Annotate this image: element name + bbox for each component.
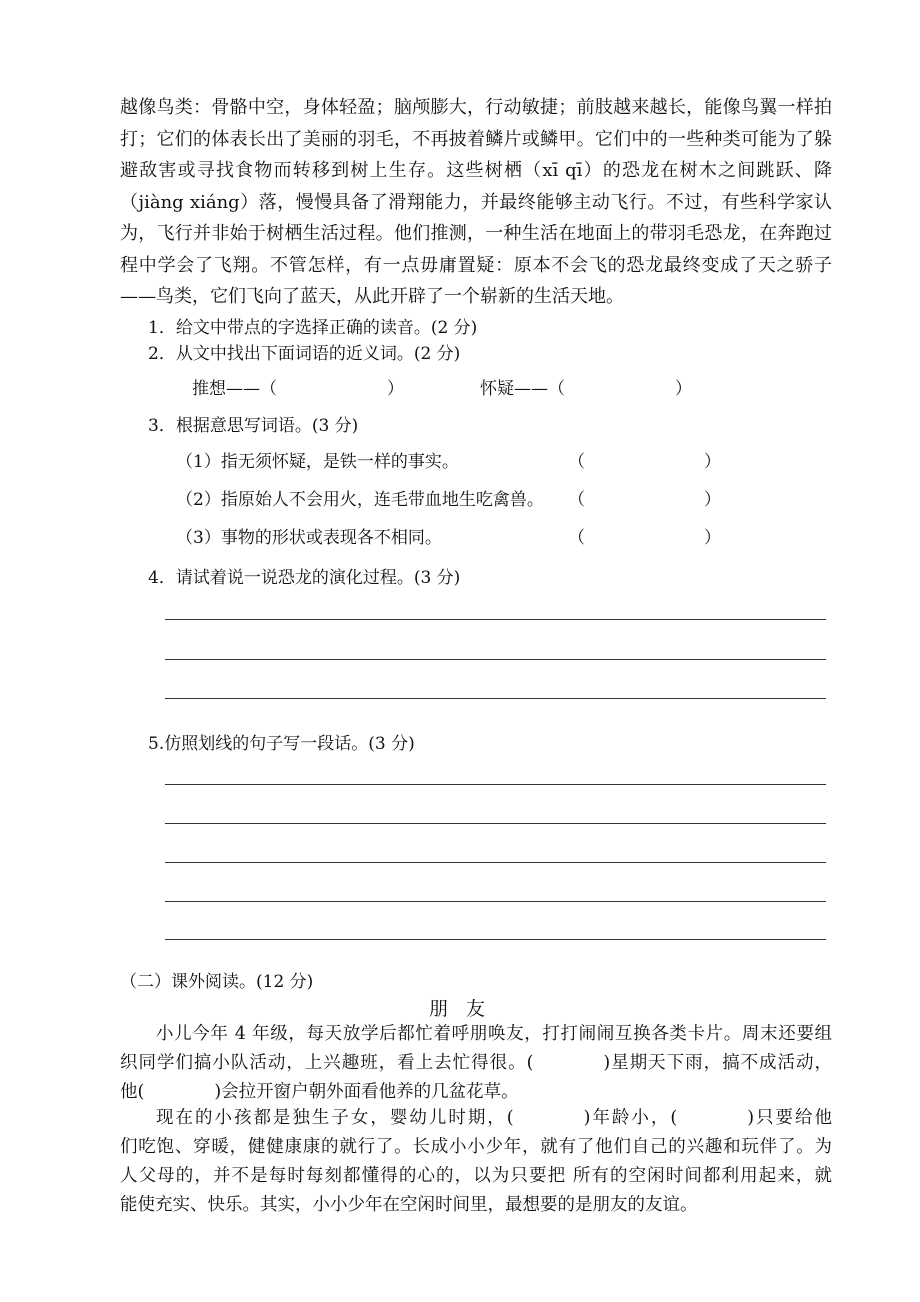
passage-line [120, 1104, 832, 1133]
q2-item-tuixiang-label: 推想——（ [192, 379, 277, 399]
q3-item-2-open[interactable]: （ [568, 490, 585, 510]
q2-item-huaiyi-answer[interactable]: ） [675, 379, 692, 399]
answer-line[interactable] [165, 619, 826, 620]
passage-line: 能使充实、快乐。其实，小小少年在空闲时间里，最想要的是朋友的友谊。 [120, 1195, 698, 1215]
q3-item-3: （3）事物的形状或表现各不相同。 [176, 528, 442, 548]
question-3: 3．根据意思写词语。(3 分) [148, 416, 359, 436]
question-1: 1．给文中带点的字选择正确的读音。(2 分) [148, 318, 478, 338]
passage-friend-p2 [120, 1104, 832, 1220]
section-2-heading: （二）课外阅读。(12 分) [120, 972, 314, 992]
text-fragment: )年龄小，( [583, 1108, 678, 1128]
passage-line: 越像鸟类：骨骼中空，身体轻盈；脑颅膨大，行动敏捷；前肢越来越长，能像鸟翼一样拍 [120, 97, 832, 118]
q2-item-tuixiang-answer[interactable]: ） [387, 379, 404, 399]
q3-item-1-close[interactable]: ） [704, 452, 721, 472]
text-fragment: 织同学们搞小队活动，上兴趣班，看上去忙得很。( [120, 1053, 534, 1073]
question-5: 5.仿照划线的句子写一段话。(3 分) [148, 734, 415, 754]
passage-line: 人父母的，并不是每时每刻都懂得的心的，以为只要把 所有的空闲时间都利用起来，就 [120, 1166, 832, 1186]
passage-line [120, 1049, 832, 1078]
passage-line: 为，飞行并非始于树栖生活过程。他们推测，一种生活在地面上的带羽毛恐龙，在奔跑过 [120, 223, 832, 244]
passage-line: 小儿今年 4 年级，每天放学后都忙着呼朋唤友，打打闹闹互换各类卡片。周末还要组 [156, 1024, 832, 1044]
answer-line[interactable] [165, 698, 826, 699]
answer-line[interactable] [165, 784, 826, 785]
answer-line[interactable] [165, 659, 826, 660]
passage-line [120, 1078, 832, 1107]
answer-line[interactable] [165, 823, 826, 824]
passage-dinosaur [120, 92, 832, 313]
passage-friend-p1 [120, 1020, 832, 1107]
text-fragment: )只要给他 [747, 1108, 833, 1128]
passage-line: 打；它们的体表长出了美丽的羽毛，不再披着鳞片或鳞甲。它们中的一些种类可能为了躲 [120, 128, 832, 150]
passage-line: （jiàng xiáng）落，慢慢具备了滑翔能力，并最终能够主动飞行。不过，有些科学家认 [120, 191, 832, 213]
text-fragment: 现在的小孩都是独生子女，婴幼儿时期，( [156, 1108, 514, 1128]
answer-line[interactable] [165, 901, 826, 902]
passage-title: 朋 友 [428, 998, 492, 1020]
q3-item-3-open[interactable]: （ [568, 528, 585, 548]
text-fragment: )会拉开窗户朝外面看他养的几盆花草。 [214, 1082, 519, 1102]
question-4: 4．请试着说一说恐龙的演化过程。(3 分) [148, 568, 461, 588]
question-2: 2．从文中找出下面词语的近义词。(2 分) [148, 344, 461, 364]
text-fragment: 他( [120, 1082, 145, 1102]
q3-item-3-close[interactable]: ） [704, 528, 721, 548]
q3-item-2: （2）指原始人不会用火，连毛带血地生吃禽兽。 [176, 490, 544, 510]
passage-line: 们吃饱、穿暖，健健康康的就行了。长成小小少年，就有了他们自己的兴趣和玩伴了。为 [120, 1137, 832, 1157]
q3-item-2-close[interactable]: ） [704, 490, 721, 510]
text-fragment: )星期天下雨，搞不成活动， [603, 1053, 833, 1073]
passage-line: 程中学会了飞翔。不管怎样，有一点毋庸置疑：原本不会飞的恐龙最终变成了天之骄子 [120, 254, 832, 276]
passage-line: 避敌害或寻找食物而转移到树上生存。这些树栖（xī qī）的恐龙在树木之间跳跃、降 [120, 160, 832, 181]
q3-item-1: （1）指无须怀疑，是铁一样的事实。 [176, 452, 459, 472]
answer-line[interactable] [165, 939, 826, 940]
answer-line[interactable] [165, 862, 826, 863]
passage-line: ——鸟类，它们飞向了蓝天，从此开辟了一个崭新的生活天地。 [120, 286, 624, 307]
q3-item-1-open[interactable]: （ [568, 452, 585, 472]
q2-item-huaiyi-label: 怀疑——（ [480, 379, 565, 399]
